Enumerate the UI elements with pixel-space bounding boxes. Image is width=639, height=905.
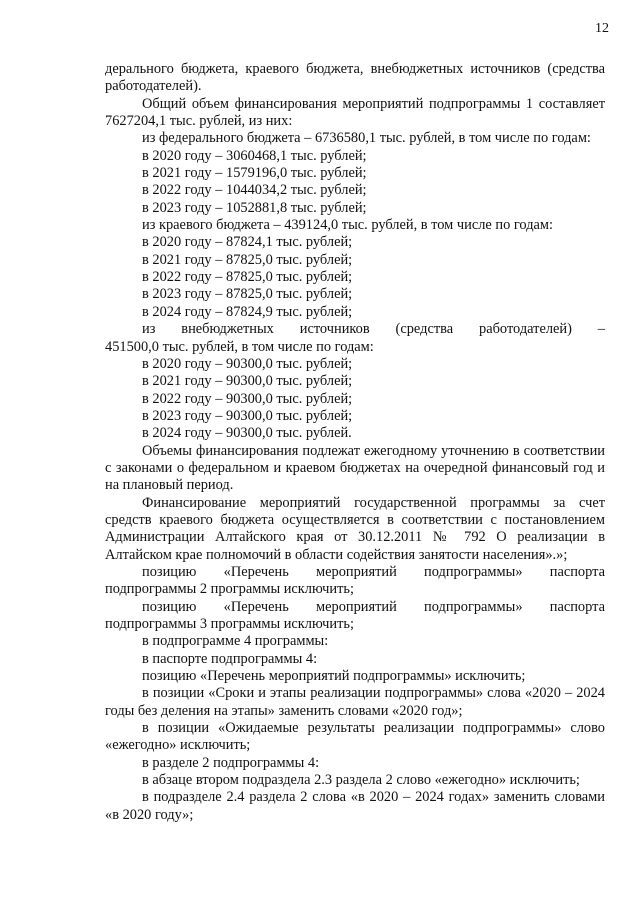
paragraph-amendment-subprogram2: позицию «Перечень мероприятий подпрограммы» паспорта подпрограммы 2 программы исключить; [105, 563, 605, 598]
paragraph-amendment-expected-results: в позиции «Ожидаемые результаты реализации подпрограммы» слово «ежегодно» исключить; [105, 720, 605, 754]
list-item-federal-2023: в 2023 году – 1052881,8 тыс. рублей; [142, 199, 367, 216]
paragraph-extrabudgetary-line2: 451500,0 тыс. рублей, в том числе по годам: [105, 338, 374, 355]
list-item-extra-2024: в 2024 году – 90300,0 тыс. рублей. [142, 425, 352, 442]
list-item-regional-2020: в 2020 году – 87824,1 тыс. рублей; [142, 234, 353, 251]
list-item-federal-2020: в 2020 году – 3060468,1 тыс. рублей; [142, 147, 367, 164]
list-item-extra-2022: в 2022 году – 90300,0 тыс. рублей; [142, 390, 353, 407]
list-item-extra-2023: в 2023 году – 90300,0 тыс. рублей; [142, 407, 353, 424]
paragraph-annual-adjustment: Объемы финансирования подлежат ежегодному уточнению в соответствии с законами о федеральном и краевом бюджетах на очередной финансовый год и на плановый период. [105, 442, 605, 494]
paragraph-regional-budget: из краевого бюджета – 439124,0 тыс. рублей, в том числе по годам: [142, 217, 554, 234]
paragraph-federal-budget: из федерального бюджета – 6736580,1 тыс. рублей, в том числе по годам: [142, 130, 591, 147]
list-item-regional-2023: в 2023 году – 87825,0 тыс. рублей; [142, 286, 353, 303]
paragraph-amendment-subprogram3: позицию «Перечень мероприятий подпрограммы» паспорта подпрограммы 3 программы исключить; [105, 598, 605, 632]
paragraph-amendment-terms: в позиции «Сроки и этапы реализации подпрограммы» слова «2020 – 2024 годы без деления на этапы» заменить словами «2020 год»; [105, 685, 605, 719]
list-item-regional-2024: в 2024 году – 87824,9 тыс. рублей; [142, 303, 353, 320]
list-item-extra-2021: в 2021 году – 90300,0 тыс. рублей; [142, 373, 353, 390]
list-item-federal-2021: в 2021 году – 1579196,0 тыс. рублей; [142, 165, 367, 182]
paragraph-extrabudgetary-line1: из внебюджетных источников (средства работодателей) – [142, 321, 605, 338]
paragraph-amendment-subsection-2-3: в абзаце втором подраздела 2.3 раздела 2 слово «ежегодно» исключить; [142, 772, 580, 789]
paragraph-amendment-subprogram4: в подпрограмме 4 программы: [142, 633, 329, 650]
paragraph-intro: дерального бюджета, краевого бюджета, внебюджетных источников (средства работодателей). [105, 61, 605, 95]
document-body [105, 61, 605, 824]
paragraph-financing-regulation: Финансирование мероприятий государственной программы за счет средств краевого бюджета осуществляется в соответствии с постановлением Администрации Алтайского края от 30.12.2011 № 792 О реализации в Алтайском крае полномочий в области содействия занятости населения».»; [105, 494, 605, 563]
paragraph-amendment-section2: в разделе 2 подпрограммы 4: [142, 754, 320, 771]
list-item-regional-2021: в 2021 году – 87825,0 тыс. рублей; [142, 251, 353, 268]
list-item-regional-2022: в 2022 году – 87825,0 тыс. рублей; [142, 269, 353, 286]
list-item-federal-2022: в 2022 году – 1044034,2 тыс. рублей; [142, 182, 367, 199]
paragraph-amendment-passport4: в паспорте подпрограммы 4: [142, 650, 318, 667]
page-number: 12 [595, 21, 609, 36]
paragraph-amendment-subsection-2-4: в подразделе 2.4 раздела 2 слова «в 2020 – 2024 годах» заменить словами «в 2020 году»; [105, 789, 605, 823]
list-item-extra-2020: в 2020 году – 90300,0 тыс. рублей; [142, 355, 353, 372]
paragraph-amendment-activities-list: позицию «Перечень мероприятий подпрограммы» исключить; [142, 668, 526, 685]
paragraph-total-financing: Общий объем финансирования мероприятий подпрограммы 1 составляет 7627204,1 тыс. рублей, из них: [105, 95, 605, 130]
